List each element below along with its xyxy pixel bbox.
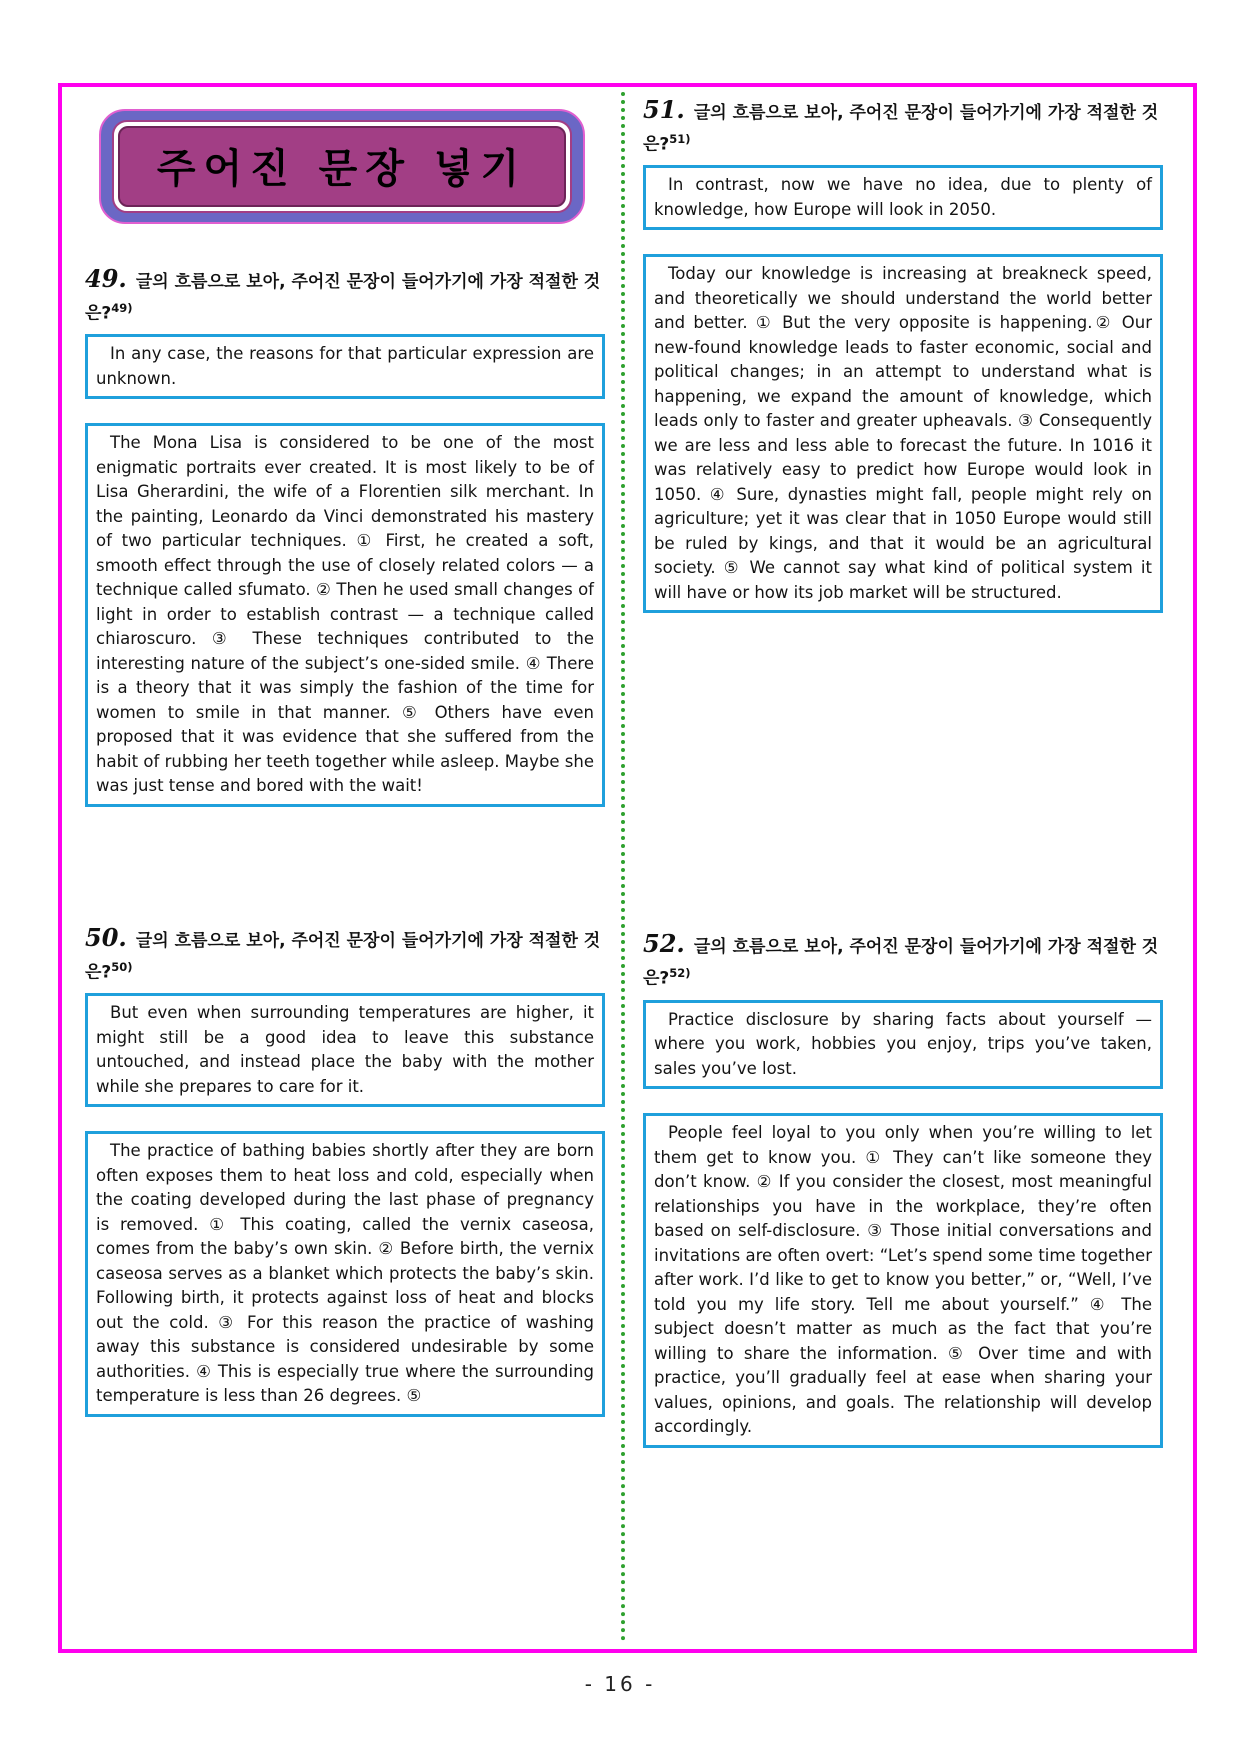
- given-sentence-box: [85, 334, 605, 399]
- question-51: [643, 97, 1163, 613]
- passage-text: Today our knowledge is increasing at breakneck speed, and theoretically we should understand the world better and better. ① But the very opposite is happening.② Our new-found knowledge leads to faster economic, social and political changes; in an attempt to understand what is happening, we expand the amount of knowledge, which leads only to faster and greater upheavals. ③ Consequently we are less and less able to forecast the future. In 1016 it was relatively easy to predict how Europe would look in 1050. ④ Sure, dynasties might fall, people might rely on agriculture; yet it was clear that in 1050 Europe would still be ruled by kings, and that it would be an agricultural society. ⑤ We cannot say what kind of political system it will have or how its job market will be structured.: [654, 264, 1152, 602]
- given-sentence-text: Practice disclosure by sharing facts about yourself — where you work, hobbies you enjoy, trips you’ve taken, sales you’ve lost.: [654, 1009, 1152, 1078]
- passage-text: The Mona Lisa is considered to be one of the most enigmatic portraits ever created. It is most likely to be of Lisa Gherardini, the wife of a Florentien silk merchant. In the painting, Leonardo da Vinci demonstrated his mastery of two particular techniques. ① First, he created a soft, smooth effect through the use of closely related colors — a technique called sfumato. ② Then he used small changes of light in order to establish contrast — a technique called chiaroscuro. ③ These techniques contributed to the interesting nature of the subject’s one-sided smile. ④ There is a theory that it was simply the fashion of the time for women to smile in that manner. ⑤ Others have even proposed that it was evidence that she suffered from the habit of rubbing her teeth together while asleep. Maybe she was just tense and bored with the wait!: [96, 433, 594, 796]
- passage-box: [85, 423, 605, 807]
- passage-text: People feel loyal to you only when you’re willing to let them get to know you. ① They can’t like someone they don’t know. ② If you consider the closest, most meaningful relationships you have in the workplace, they’re often based on self-disclosure. ③ Those initial conversations and invitations are often overt: “Let’s spend some time together after work. I’d like to get to know you better,” or, “Well, I’ve told you my life story. Tell me about yourself.” ④ The subject doesn’t matter as much as the fact that you’re willing to share the information. ⑤ Over time and with practice, you’ll gradually feel at ease when sharing your values, opinions, and goals. The relationship will develop accordingly.: [654, 1123, 1152, 1437]
- given-sentence-text: In contrast, now we have no idea, due to plenty of knowledge, how Europe will look in 2050.: [654, 175, 1152, 219]
- section-banner: [99, 109, 585, 224]
- question-prompt: 글의 흐름으로 보아, 주어진 문장이 들어가기에 가장 적절한 것은?: [643, 937, 1159, 989]
- question-50-header: [85, 922, 605, 985]
- question-prompt: 글의 흐름으로 보아, 주어진 문장이 들어가기에 가장 적절한 것은?: [85, 272, 601, 324]
- passage-box: [85, 1131, 605, 1417]
- section-banner-ring: [112, 120, 572, 213]
- question-number: 52.: [643, 929, 685, 959]
- footnote-ref: 51): [669, 132, 691, 146]
- passage-box: [643, 1113, 1163, 1448]
- question-49-header: [85, 266, 605, 326]
- question-49: [85, 266, 605, 807]
- footnote-ref: 49): [111, 301, 133, 315]
- given-sentence-text: But even when surrounding temperatures are higher, it might still be a good idea to leave this substance untouched, and instead place the baby with the mother while she prepares to care for it.: [96, 1003, 594, 1096]
- footnote-ref: 52): [669, 966, 691, 981]
- page-number: - 16 -: [584, 1672, 656, 1696]
- question-number: 50.: [85, 922, 127, 952]
- question-number: 51.: [643, 95, 685, 124]
- question-prompt: 글의 흐름으로 보아, 주어진 문장이 들어가기에 가장 적절한 것은?: [85, 930, 601, 983]
- right-column: [643, 95, 1163, 1448]
- question-50: [85, 922, 605, 1417]
- column-divider: [621, 92, 625, 1642]
- footnote-ref: 50): [111, 959, 133, 974]
- passage-box: [643, 254, 1163, 613]
- section-banner-title: 주어진 문장 넣기: [118, 126, 566, 207]
- given-sentence-box: [643, 165, 1163, 230]
- given-sentence-text: In any case, the reasons for that particular expression are unknown.: [96, 344, 594, 388]
- passage-text: The practice of bathing babies shortly after they are born often exposes them to heat loss and cold, especially when the coating developed during the last phase of pregnancy is removed. ① This coating, called the vernix caseosa, comes from the baby’s own skin. ② Before birth, the vernix caseosa serves as a blanket which protects the baby’s skin. Following birth, it protects against loss of heat and blocks out the cold. ③ For this reason the practice of washing away this substance is considered undesirable by some authorities. ④ This is especially true where the surrounding temperature is less than 26 degrees. ⑤: [96, 1141, 594, 1406]
- question-52: [643, 931, 1163, 1447]
- question-prompt: 글의 흐름으로 보아, 주어진 문장이 들어가기에 가장 적절한 것은?: [643, 103, 1159, 155]
- question-51-header: [643, 97, 1163, 157]
- question-number: 49.: [85, 264, 127, 293]
- left-column: [85, 95, 605, 1417]
- question-52-header: [643, 931, 1163, 991]
- given-sentence-box: [643, 1000, 1163, 1090]
- given-sentence-box: [85, 993, 605, 1107]
